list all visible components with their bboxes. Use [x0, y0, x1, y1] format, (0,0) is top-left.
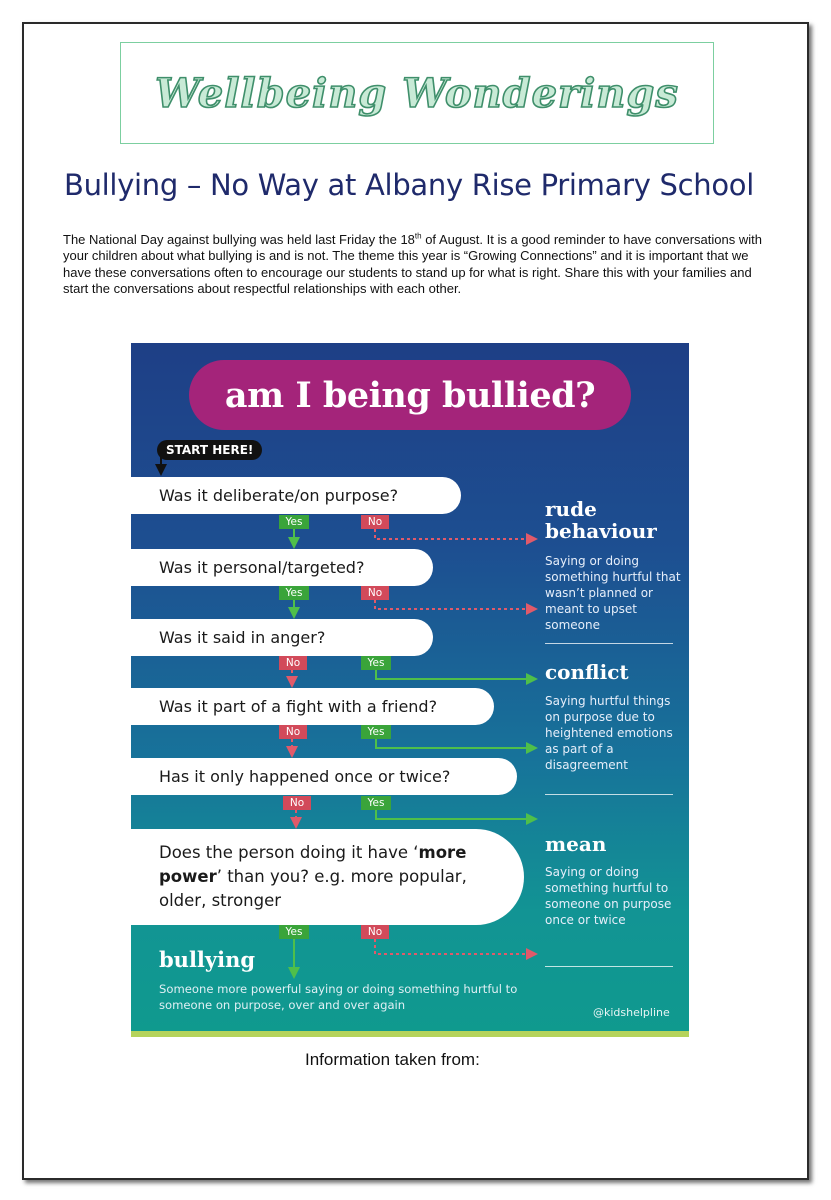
kidshelpline-handle: @kidshelpline [593, 1006, 670, 1019]
outcome-mean-heading: mean [545, 832, 607, 856]
question-deliberate: Was it deliberate/on purpose? [131, 477, 461, 514]
intro-superscript: th [414, 231, 422, 241]
yes-tag: Yes [279, 586, 309, 600]
no-tag: No [283, 796, 311, 810]
bullying-flowchart-poster [131, 343, 689, 1037]
yes-tag: Yes [361, 725, 391, 739]
outcome-rude-behaviour-text: Saying or doing something hurtful that wasn’t planned or meant to upset someone [545, 554, 681, 632]
outcome-mean-text: Saying or doing something hurtful to someone on purpose once or twice [545, 865, 672, 927]
no-tag: No [279, 656, 307, 670]
yes-tag: Yes [361, 656, 391, 670]
start-here-tag: START HERE! [157, 440, 262, 460]
power-question-pre: Does the person doing it have ‘ [159, 843, 419, 862]
intro-text-start: The National Day against bullying was held last Friday the 18 [63, 232, 415, 247]
no-tag: No [361, 925, 389, 939]
flowchart-arrows [131, 343, 689, 1037]
outcome-bullying-text: Someone more powerful saying or doing something hurtful to someone on purpose, over and over again [159, 982, 518, 1012]
yes-tag: Yes [361, 796, 391, 810]
no-tag: No [361, 515, 389, 529]
article-heading: Bullying – No Way at Albany Rise Primary School [64, 168, 754, 202]
banner-title: Wellbeing Wonderings [155, 69, 679, 117]
yes-tag: Yes [279, 925, 309, 939]
poster-bottom-strip [131, 1031, 689, 1037]
question-anger: Was it said in anger? [131, 619, 433, 656]
outcome-bullying-heading: bullying [159, 947, 256, 972]
question-personal: Was it personal/targeted? [131, 549, 433, 586]
intro-paragraph [63, 232, 775, 298]
question-once-twice: Has it only happened once or twice? [131, 758, 517, 795]
poster-title: am I being bullied? [189, 360, 631, 430]
question-fight: Was it part of a fight with a friend? [131, 688, 494, 725]
power-question-bold: more power [159, 843, 467, 886]
outcome-conflict-text: Saying hurtful things on purpose due to heightened emotions as part of a disagreement [545, 694, 673, 772]
no-tag: No [279, 725, 307, 739]
power-question-post: ’ than you? e.g. more popular, older, stronger [159, 867, 467, 910]
intro-text-rest: of August. It is a good reminder to have conversations with your children about what bullying is and is not. The theme this year is “Growing Connections” and it is important that we have these conversations often to encourage our students to stand up for what is right. Share this with your families and start the conversations about respectful relationships with each other. [63, 232, 762, 297]
source-caption: Information taken from: [305, 1050, 480, 1069]
yes-tag: Yes [279, 515, 309, 529]
outcome-conflict-heading: conflict [545, 660, 629, 684]
no-tag: No [361, 586, 389, 600]
outcome-rude-behaviour-heading: rude behaviour [545, 497, 657, 543]
divider [545, 966, 673, 967]
divider [545, 643, 673, 644]
newsletter-banner [120, 42, 714, 144]
divider [545, 794, 673, 795]
